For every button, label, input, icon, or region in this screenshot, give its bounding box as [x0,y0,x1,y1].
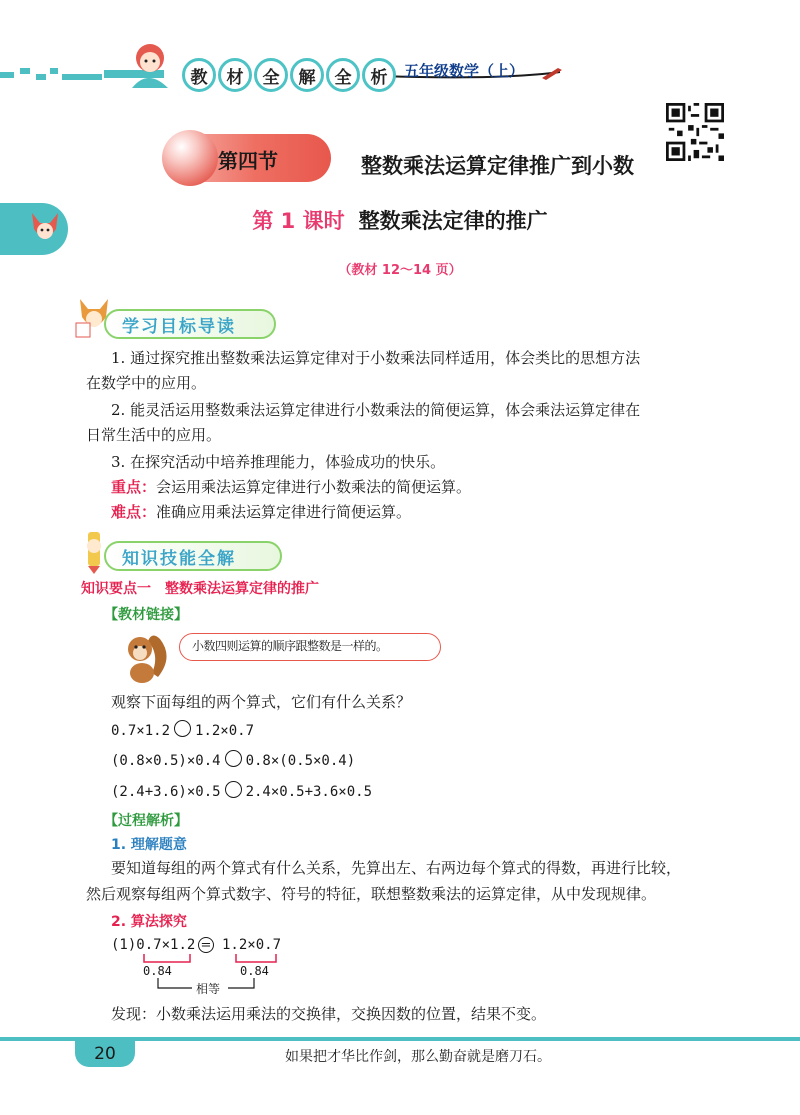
section-ball-icon [162,130,218,186]
calc-left-result: 0.84 [143,964,172,978]
speech-bubble: 小数四则运算的顺序跟整数是一样的。 [179,633,441,661]
expression-row [111,780,372,805]
qr-code-icon[interactable] [666,103,724,161]
question-text: 观察下面每组的两个算式，它们有什么关系？ [111,693,412,711]
expression-row [111,719,254,744]
textbook-link-label: 【教材链接】 [104,607,188,623]
calc-equal-label: 相等 [196,982,221,996]
expression-row [111,749,355,774]
objective-line: 日常生活中的应用。 [86,426,222,444]
expr-left: (2.4+3.6)×0.5 [111,784,221,800]
expr-left: 0.7×1.2 [111,723,171,739]
section-title: 整数乘法运算定律推广到小数 [361,154,634,178]
step1-title: 1. 理解题意 [111,837,187,853]
blank-circle-icon[interactable] [174,720,191,737]
pencil-icon [540,64,564,80]
page-number: 20 [75,1041,135,1067]
step1-line: 要知道每组的两个算式有什么关系，先算出左、右两边每个算式的得数，再进行比较， [111,859,682,877]
squirrel-mascot-icon [118,627,174,687]
objective-line: 1. 通过探究推出整数乘法运算定律对于小数乘法同样适用，体会类比的思想方法 [111,349,641,367]
textbook-pages: （教材 12～14 页） [338,263,462,278]
key-point [111,475,471,500]
objective-line: 在数学中的应用。 [86,374,207,392]
calc-sign: = [198,937,214,953]
objectives-heading: 学习目标导读 [122,317,236,337]
objective-line: 3. 在探究活动中培养推理能力，体验成功的快乐。 [111,453,446,471]
header-title-char: 解 [290,58,324,92]
lesson-title [0,205,800,235]
key-text: 会运用乘法运算定律进行小数乘法的简便运算。 [156,478,472,496]
difficulty-label: 难点： [111,503,157,521]
mascot-girl-icon [118,38,180,94]
lesson-number: 第 1 课时 [252,209,345,233]
difficulty-point [111,500,411,525]
step1-line: 然后观察每组两个算式数字、符号的特征，联想整数乘法的运算定律，从中发现规律。 [86,885,657,903]
calc-right-result: 0.84 [240,964,269,978]
blank-circle-icon[interactable] [225,750,242,767]
header-title-char: 全 [326,58,360,92]
header-title-char: 教 [182,58,216,92]
process-label: 【过程解析】 [104,813,188,829]
knowledge-point-title: 知识要点一 整数乘法运算定律的推广 [81,581,319,597]
calc-prefix: (1) [111,937,137,953]
section-number: 第四节 [218,149,278,173]
header-title-char: 全 [254,58,288,92]
calc-right: 1.2×0.7 [222,937,282,953]
calc-row [111,937,195,953]
expr-right: 2.4×0.5+3.6×0.5 [245,784,373,800]
objective-line: 2. 能灵活运用整数乘法运算定律进行小数乘法的简便运算，体会乘法运算定律在 [111,401,641,419]
blank-circle-icon[interactable] [225,781,242,798]
footer-quote: 如果把才华比作剑，那么勤奋就是磨刀石。 [285,1049,551,1065]
expr-left: (0.8×0.5)×0.4 [111,753,221,769]
expr-right: 0.8×(0.5×0.4) [245,753,356,769]
expr-right: 1.2×0.7 [195,723,255,739]
finding-text: 发现：小数乘法运用乘法的交换律，交换因数的位置，结果不变。 [111,1005,547,1023]
header-title-char: 材 [218,58,252,92]
header-title-char: 析 [362,58,396,92]
key-label: 重点： [111,478,157,496]
calc-left: 0.7×1.2 [136,937,196,953]
lesson-name: 整数乘法定律的推广 [358,209,548,233]
step2-title: 2. 算法探究 [111,914,187,930]
knowledge-heading: 知识技能全解 [122,549,236,569]
difficulty-text: 准确应用乘法运算定律进行简便运算。 [156,503,412,521]
header-subtitle: 五年级数学（上） [404,62,525,80]
